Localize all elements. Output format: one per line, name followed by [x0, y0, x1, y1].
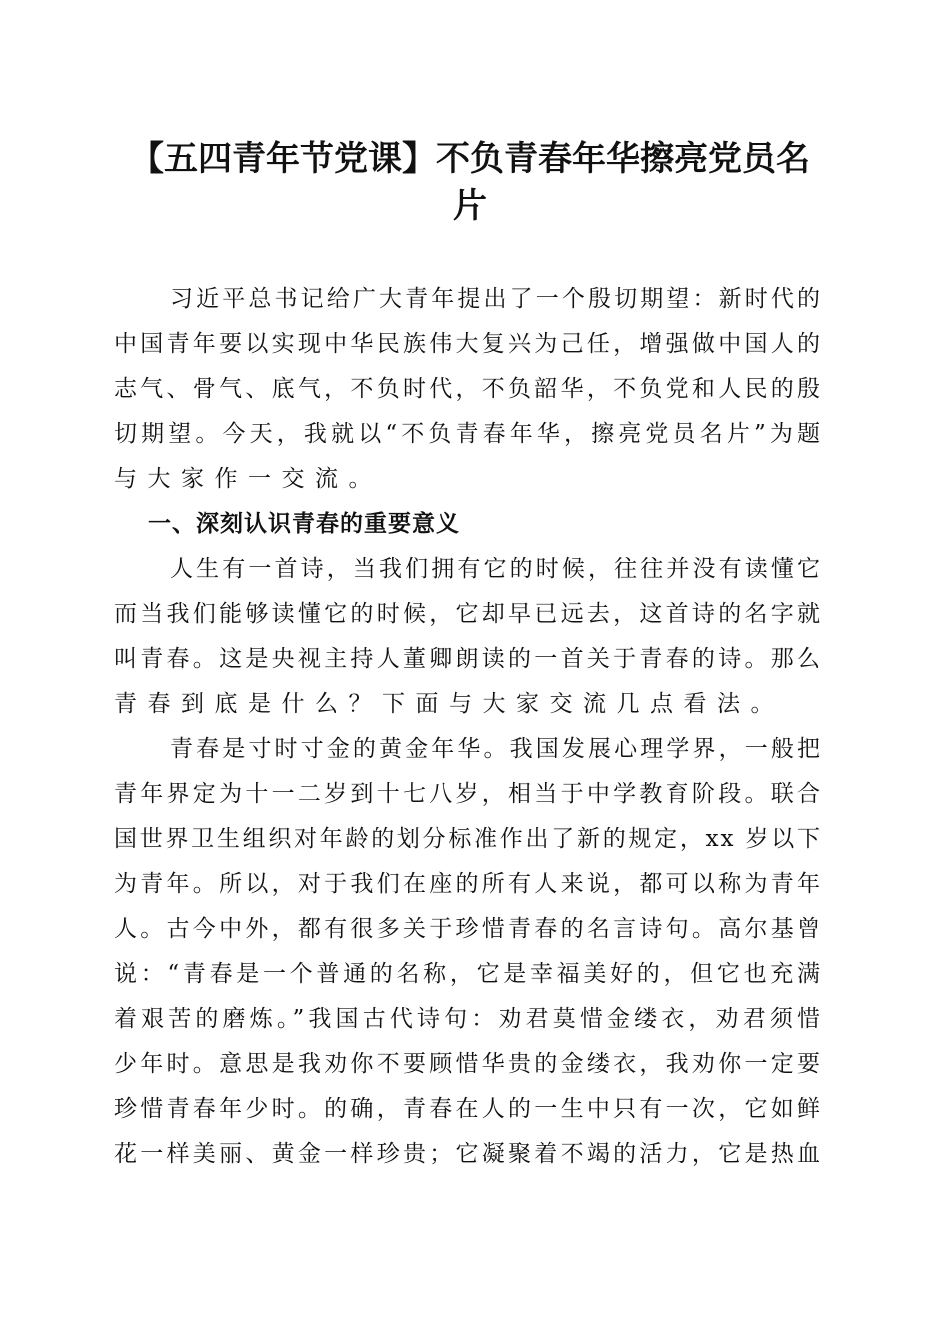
text-line: 志气、骨气、底气，不负时代，不负韶华，不负党和人民的殷: [114, 376, 822, 402]
text-line: 中国青年要以实现中华民族伟大复兴为己任，增强做中国人的: [114, 331, 822, 357]
text-line: 花一样美丽、黄金一样珍贵；它凝聚着不竭的活力，它是热血: [114, 1141, 822, 1167]
title-line: 【五四青年节党课】不负青春年华擦亮党员名: [130, 139, 810, 179]
text-line: 着艰苦的磨炼。”我国古代诗句：劝君莫惜金缕衣，劝君须惜: [114, 1006, 822, 1032]
paragraph-intro: [114, 277, 822, 502]
title-line: 片: [453, 186, 487, 226]
text-line: 国世界卫生组织对年龄的划分标准作出了新的规定，xx 岁以下: [114, 826, 822, 852]
section-heading: 一、深刻认识青春的重要意义: [148, 511, 460, 537]
text-line: 与大家作一交流。: [114, 466, 382, 492]
document-body: [114, 277, 822, 1177]
text-line: 习近平总书记给广大青年提出了一个殷切期望：新时代的: [170, 286, 822, 312]
text-line: 叫青春。这是央视主持人董卿朗读的一首关于青春的诗。那么: [114, 646, 822, 672]
text-line: 青春到底是什么？下面与大家交流几点看法。: [114, 691, 784, 717]
text-line: 切期望。今天，我就以“不负青春年华，擦亮党员名片”为题: [114, 421, 822, 447]
text-line: 青春是寸时寸金的黄金年华。我国发展心理学界，一般把: [170, 736, 822, 762]
text-line: 为青年。所以，对于我们在座的所有人来说，都可以称为青年: [114, 871, 822, 897]
paragraph-poem: [114, 547, 822, 727]
text-line: 珍惜青春年少时。的确，青春在人的一生中只有一次，它如鲜: [114, 1096, 822, 1122]
document-title: [100, 136, 840, 230]
text-line: 人。古今中外，都有很多关于珍惜青春的名言诗句。高尔基曾: [114, 916, 822, 942]
text-line: 青年界定为十一二岁到十七八岁，相当于中学教育阶段。联合: [114, 781, 822, 807]
text-line: 而当我们能够读懂它的时候，它却早已远去，这首诗的名字就: [114, 601, 822, 627]
paragraph-golden-years: [114, 727, 822, 1177]
text-line: 人生有一首诗，当我们拥有它的时候，往往并没有读懂它: [170, 556, 822, 582]
text-line: 少年时。意思是我劝你不要顾惜华贵的金缕衣，我劝你一定要: [114, 1051, 822, 1077]
text-line: 说：“青春是一个普通的名称，它是幸福美好的，但它也充满: [114, 961, 822, 987]
